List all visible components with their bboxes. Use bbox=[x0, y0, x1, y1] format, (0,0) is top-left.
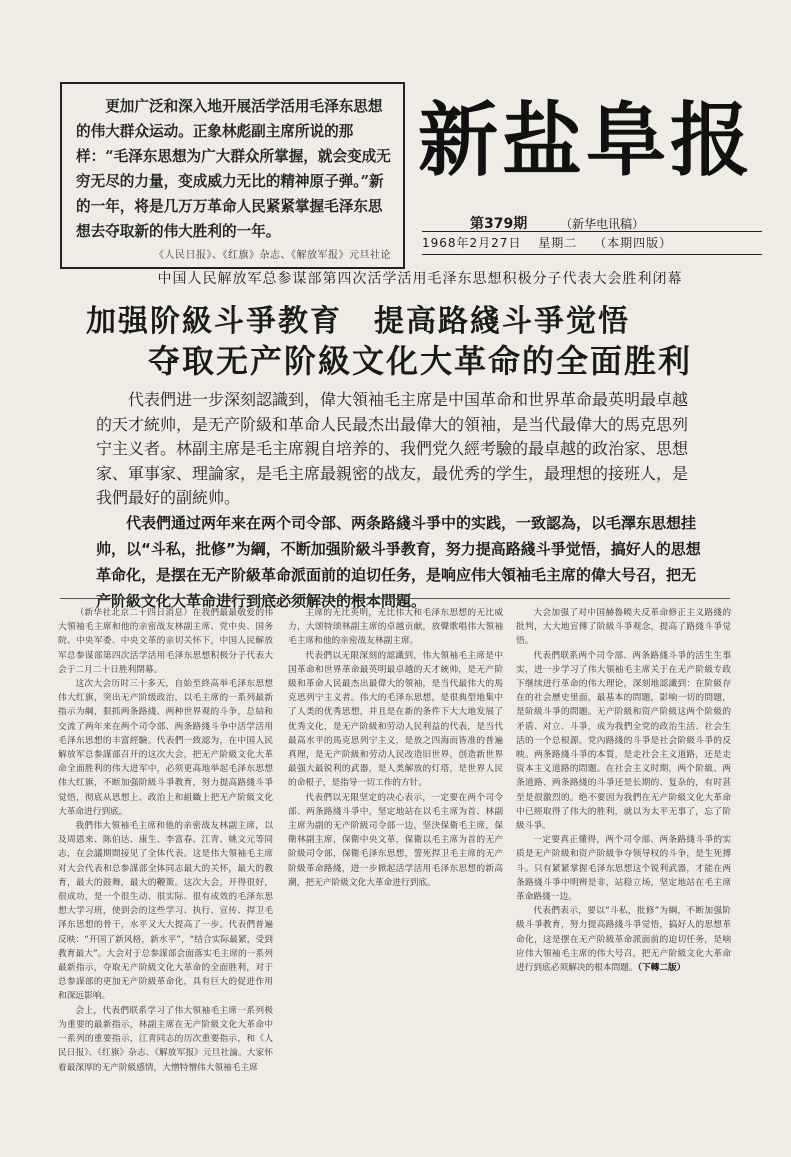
headline-kicker: 中国人民解放军总参谋部第四次活学活用毛泽东思想积极分子代表大会胜利闭幕 bbox=[157, 271, 683, 287]
section-divider bbox=[60, 598, 730, 599]
continued-note: （下轉二版） bbox=[637, 963, 686, 974]
lead-paragraph-1: 代表們进一步深刻認識到，偉大領袖毛主席是中国革命和世界革命最英明最卓越的天才統帅，是无产阶級和革命人民最杰出最偉大的領袖，是当代最偉大的馬克思列宁主义者。林副主席是毛主席親自培养的、我們党久經考驗的最卓越的政治家、思想家、軍事家、理論家，是毛主席最親密的战友，最优秀的学生，最理想的接班人，是我們最好的副統帅。 bbox=[96, 390, 689, 507]
body-text: 代表們表示，要以“斗私，批修”为綱，不断加强阶級斗爭教育，努力提高路綫斗爭觉悟，搞好人的思想革命化，这是摆在无产阶級革命派面前的迫切任务，是响应伟大領袖毛主席的伟大号召，把无产阶級文化大革命进行到底必须解决的根本問題。 bbox=[516, 906, 731, 974]
news-agency: （新华电讯稿） bbox=[560, 217, 645, 231]
body-paragraph: 代表們以无限坚定的决心表示，一定要在两个司令部、两条路綫斗爭中，坚定地站在以毛主席为首、林副主席为副的无产阶級司令部一边，坚決保衛毛主席，保衛林副主席，保衛中央文革，保衛以毛主席为首的无产阶級司令部，保衛毛泽东思想，誓死捍卫毛主席的无产阶級革命路綫，进一步掀起活学活用毛泽东思想的新高潮，把无产阶級文化大革命进行到底。 bbox=[288, 792, 503, 888]
quotation-box bbox=[60, 82, 405, 269]
body-paragraph bbox=[516, 904, 731, 975]
body-paragraph: 一定要真正懂得，两个司令部、两条路綫斗爭的实质是无产阶級和资产阶級争夺领导权的斗争，是生死搏斗。只有紧紧掌握毛泽东思想这个锐利武器，才能在两条路綫斗爭中明辨是非，站稳立场，坚定地站在毛主席革命路綫一边。 bbox=[516, 835, 731, 903]
body-paragraph: 代表們以无限深刻的認識到，伟大領袖毛主席是中国革命和世界革命最英明最卓越的天才統帅，是无产阶級和革命人民最杰出最偉大的領袖，是当代最伟大的馬克思列宁主义者。伟大的毛泽东思想，是很典型地集中了人类的优秀思想，并且是在新的条件下大大地发展了优秀文化，是无产阶級和劳动人民利益的代表，是当代最高水平的馬克思列宁主义，是放之四海而皆准的普遍真理，是无产阶級和劳动人民改造旧世界，创造新世界最强大最锐利的武器，是人类解放的灯塔，是世界人民的命根子，是指导一切工作的方针。 bbox=[288, 650, 503, 789]
issue-line bbox=[470, 213, 770, 233]
body-column-2 bbox=[288, 606, 503, 1146]
quotation-source: 《人民日报》、《红旗》杂志、《解放军报》元旦社论 bbox=[154, 250, 391, 261]
body-column-1 bbox=[58, 606, 273, 1146]
body-paragraph: 这次大会历时三十多天，自始至終高举毛泽东思想伟大红旗，突出无产阶级政治，以毛主席的一系列最新指示为綱，狠抓两条路綫、两种世界观的斗争，总結和交流了两年来在两个司令部、两条路綫斗争中活学活用毛泽东思想的丰富經驗。代表們一致認为，在中国人民解放军总参謀部召开的这次大会，把无产阶級文化大革命全面胜利的伟大进军中，必须更高地举起毛泽东思想伟大红旗，不断加强阶級斗爭教育，努力提高路綫斗爭觉悟，彻底从思想上、政治上和組織上把无产阶級文化大革命进行到底。 bbox=[58, 679, 273, 817]
newspaper-masthead: 新盐阜报 bbox=[418, 93, 754, 187]
body-paragraph: 我們伟大領袖毛主席和他的亲密战友林副主席，以及周恩来、陈伯达、康生、李富春、江青、姚文元等同志，在会議期間接见了全体代表。这是伟大領袖毛主席对大会代表和总参謀部全体同志最大的关怀，最大的教育，最大的鼓舞，最大的鞭策。这次大会，开得很好，很成功，是一个很生动、很实际、很有成效的毛泽东思想大学习班，使到会的这些学习、执行、宣传、捍卫毛泽东思想的骨干，水平又大大提高了一步。代表們普遍反映：“开国了新风格，新水平”，“结合实际最紧，受到教育最大”。大会对于总参謀部会面落实毛主席的一系列最新指示，夺取无产阶級文化大革命的全面胜利，对于总参謀部的更加无产阶級革命化，具有巨大的促进作用和深远影响。 bbox=[58, 821, 273, 1002]
issue-date: 1968年2月27日 bbox=[422, 236, 522, 250]
headline-main-2: 夺取无产阶級文化大革命的全面胜利 bbox=[148, 342, 693, 380]
lead-paragraph-2: 代表們通过两年来在两个司令部、两条路綫斗爭中的实践，一致認為，以毛澤东思想挂帅，以“斗私，批修”为綱，不断加强阶級斗爭教育，努力提高路綫斗爭觉悟，搞好人的思想革命化，是摆在无产阶級革命派面前的迫切任务，是响应伟大領袖毛主席的偉大号召，把无产阶級文化大革命进行到底必须解决的根本問題。 bbox=[96, 514, 701, 610]
body-paragraph: 会上，代表們联系学习了伟大領袖毛主席一系列极为重要的最新指示，林副主席在无产阶級文化大革命中一系列的重要指示，江青同志的历次重要指示，和《人民日报》、《红旗》杂志、《解放军报》元旦社論。大家怀着最深厚的无产阶級感情，大憎特憎伟大領袖毛主席 bbox=[58, 1005, 273, 1073]
body-paragraph: 代表們联系两个司令部、两条路綫斗爭的活生生事实，进一步学习了伟大領袖毛主席关于在无产阶級专政下继续进行革命的伟大理论，深刻地認識到：在阶級存在的社会歷史里面，最基本的問題，影响一切的問題，是阶級斗爭的問題。无产阶級和资产阶級这两个阶級的矛盾、对立、斗爭，成为我們全党的政治生活、社会生活的一个总根源。党內路綫的斗爭是社会阶級斗爭的反映。两条路綫斗爭的本質，是走社会主义道路，还是走资本主义道路的問題。在社会主义时期，两个阶級、两条道路、两条路綫的斗爭还是长期的、复杂的，有时甚至是很激烈的。绝不要因为我們在无产阶級文化大革命中已經取得了伟大的胜利，就以为太平无事了，忘了阶級斗爭。 bbox=[516, 650, 731, 832]
issue-number: 第379期 bbox=[470, 216, 528, 232]
date-line bbox=[422, 231, 762, 255]
body-paragraph: （新华社北京二十四日消息）在我們最最敬爱的伟大領袖毛主席和他的亲密战友林副主席、党中央、国务院、中央军委、中央文革的亲切关怀下，中国人民解放军总参谋部第四次活学活用毛泽东思想积极分子代表大会于二月二十日胜利閉幕。 bbox=[58, 608, 273, 675]
body-paragraph: 主席的无比英明，无比伟大和毛泽东思想的无比威力，大颂特颂林副主席的卓越贡献，放聲歌唱伟大領袖毛主席和他的亲密战友林副主席。 bbox=[288, 608, 503, 647]
body-paragraph: 大会加强了对中国赫魯曉夫反革命修正主义路綫的批判，大大地宣傳了阶級斗爭观念，提高了路綫斗爭觉悟。 bbox=[516, 608, 731, 647]
headline-main-1: 加强阶級斗爭教育 提高路綫斗爭觉悟 bbox=[86, 304, 630, 339]
quotation-text: 更加广泛和深入地开展活学活用毛泽东思想的伟大群众运动。正象林彪副主席所说的那样：“毛泽东思想为广大群众所掌握，就会变成无穷无尽的力量，变成威力无比的精神原子弹。”新的一年，将是几万万革命人民紧紧掌握毛泽东思想去夺取新的伟大胜利的一年。 bbox=[76, 98, 391, 240]
issue-weekday: 星期二 bbox=[538, 236, 578, 250]
body-column-3 bbox=[516, 606, 731, 1146]
issue-pages: （本期四版） bbox=[594, 236, 673, 250]
